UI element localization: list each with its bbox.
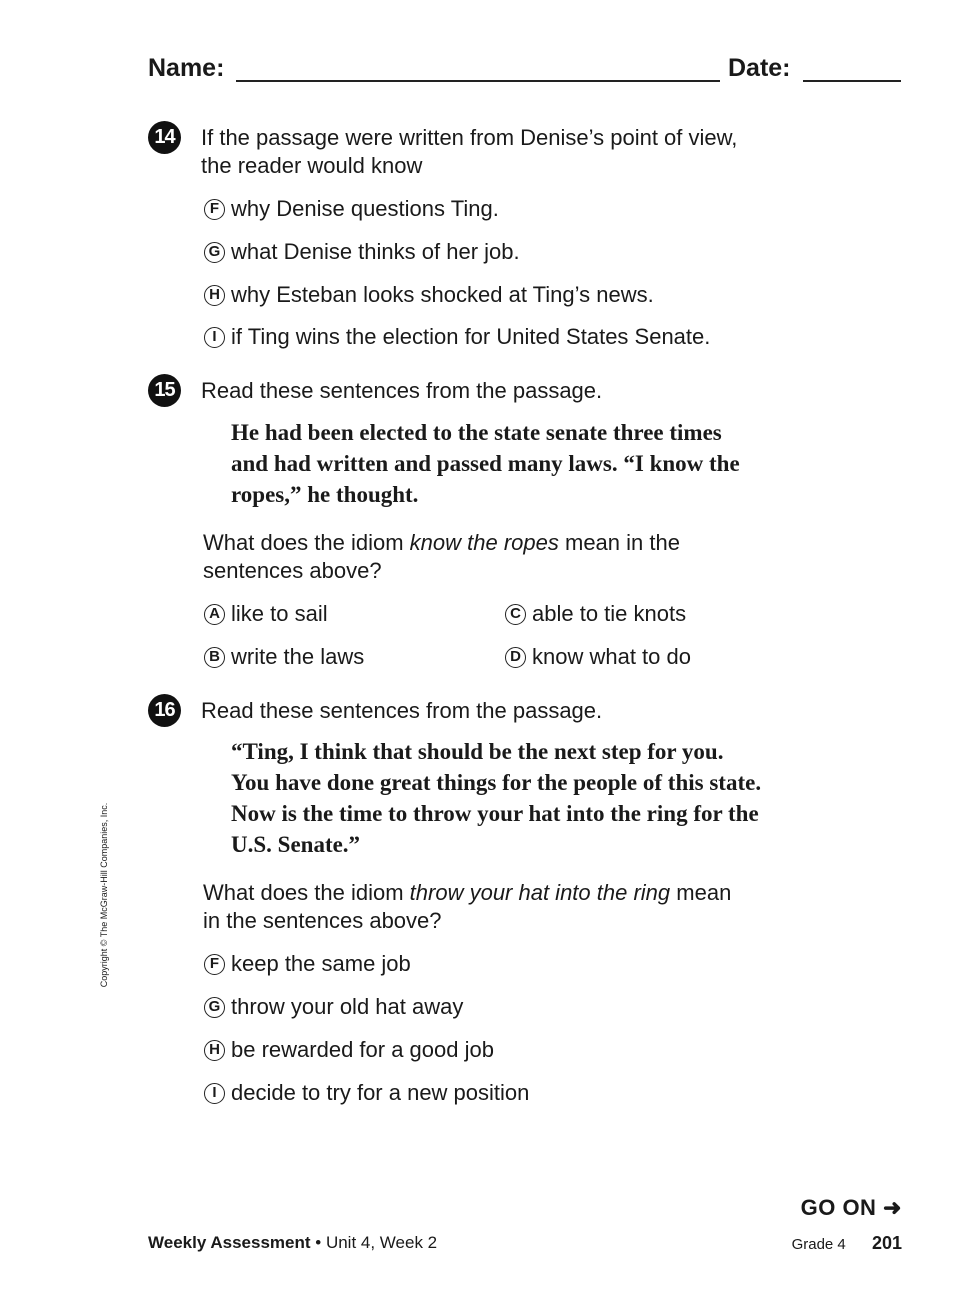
q16-choice-h[interactable] xyxy=(204,1037,494,1063)
answer-bubble[interactable]: B xyxy=(204,647,225,668)
q16-choice-g[interactable] xyxy=(204,994,463,1020)
answer-bubble[interactable]: D xyxy=(505,647,526,668)
choice-text: know what to do xyxy=(532,644,691,669)
answer-bubble[interactable]: H xyxy=(204,285,225,306)
answer-bubble[interactable]: C xyxy=(505,604,526,625)
page-number: 201 xyxy=(871,1233,902,1253)
name-label: Name: xyxy=(148,54,225,82)
choice-text: decide to try for a new position xyxy=(231,1080,530,1105)
idiom-text: know the ropes xyxy=(409,530,559,555)
q14-choice-h[interactable] xyxy=(204,282,654,308)
q15-intro: Read these sentences from the passage. xyxy=(201,378,603,403)
answer-bubble[interactable]: G xyxy=(204,242,225,263)
q15-choice-d[interactable] xyxy=(505,644,691,670)
q14-choice-i[interactable] xyxy=(204,324,710,350)
quote-line: ropes,” he thought. xyxy=(231,482,419,507)
question-text: What does the idiom xyxy=(203,880,410,905)
question-text: mean xyxy=(670,880,732,905)
answer-bubble[interactable]: I xyxy=(204,1083,225,1104)
q15-choice-b[interactable] xyxy=(204,644,364,670)
q14-choice-g[interactable] xyxy=(204,239,520,265)
q15-question xyxy=(203,529,680,585)
q15-quote xyxy=(231,417,740,510)
date-line[interactable] xyxy=(803,80,901,82)
q14-stem-line2: the reader would know xyxy=(201,153,423,178)
choice-text: be rewarded for a good job xyxy=(231,1037,494,1062)
answer-bubble[interactable]: I xyxy=(204,327,225,348)
idiom-text: throw your hat into the ring xyxy=(409,880,671,905)
question-text: What does the idiom xyxy=(203,530,410,555)
choice-text: write the laws xyxy=(231,644,365,669)
quote-line: “Ting, I think that should be the next step for you. xyxy=(231,739,724,764)
copyright-notice: Copyright © The McGraw-Hill Companies, Inc. xyxy=(99,802,109,988)
choice-text: why Denise questions Ting. xyxy=(231,196,499,221)
choice-text: keep the same job xyxy=(231,951,411,976)
q14-stem xyxy=(201,124,737,180)
name-line[interactable] xyxy=(236,80,720,82)
quote-line: Now is the time to throw your hat into the ring for the xyxy=(231,801,759,826)
choice-text: throw your old hat away xyxy=(231,994,464,1019)
question-number-16: 16 xyxy=(148,694,181,727)
answer-bubble[interactable]: A xyxy=(204,604,225,625)
question-line2: in the sentences above? xyxy=(203,908,442,933)
q14-stem-line1: If the passage were written from Denise’s point of view, xyxy=(201,125,738,150)
q15-choice-a[interactable] xyxy=(204,601,328,627)
footer-assessment xyxy=(148,1233,437,1253)
q16-quote xyxy=(231,736,761,860)
choice-text: able to tie knots xyxy=(532,601,687,626)
question-text: mean in the xyxy=(558,530,680,555)
q16-choice-i[interactable] xyxy=(204,1080,529,1106)
q16-intro: Read these sentences from the passage. xyxy=(201,698,603,723)
answer-bubble[interactable]: H xyxy=(204,1040,225,1061)
answer-bubble[interactable]: F xyxy=(204,199,225,220)
date-label: Date: xyxy=(728,54,791,82)
q16-choice-f[interactable] xyxy=(204,951,411,977)
answer-bubble[interactable]: F xyxy=(204,954,225,975)
choice-text: what Denise thinks of her job. xyxy=(231,239,520,264)
quote-line: You have done great things for the people of this state. xyxy=(231,770,762,795)
assessment-title: Weekly Assessment xyxy=(148,1233,311,1252)
grade-label: Grade 4 xyxy=(791,1236,846,1253)
question-line2: sentences above? xyxy=(203,558,382,583)
q15-choice-c[interactable] xyxy=(505,601,686,627)
choice-text: if Ting wins the election for United States Senate. xyxy=(231,324,711,349)
quote-line: U.S. Senate.” xyxy=(231,832,361,857)
choice-text: why Esteban looks shocked at Ting’s news. xyxy=(231,282,654,307)
choice-text: like to sail xyxy=(231,601,328,626)
footer-grade-page xyxy=(792,1233,902,1254)
quote-line: and had written and passed many laws. “I know the xyxy=(231,451,740,476)
answer-bubble[interactable]: G xyxy=(204,997,225,1018)
quote-line: He had been elected to the state senate three times xyxy=(231,420,722,445)
assessment-unit: • Unit 4, Week 2 xyxy=(310,1233,438,1252)
question-number-14: 14 xyxy=(148,121,181,154)
go-on-indicator: GO ON ➜ xyxy=(800,1195,902,1220)
q14-choice-f[interactable] xyxy=(204,196,499,222)
question-number-15: 15 xyxy=(148,374,181,407)
q16-question xyxy=(203,879,731,935)
